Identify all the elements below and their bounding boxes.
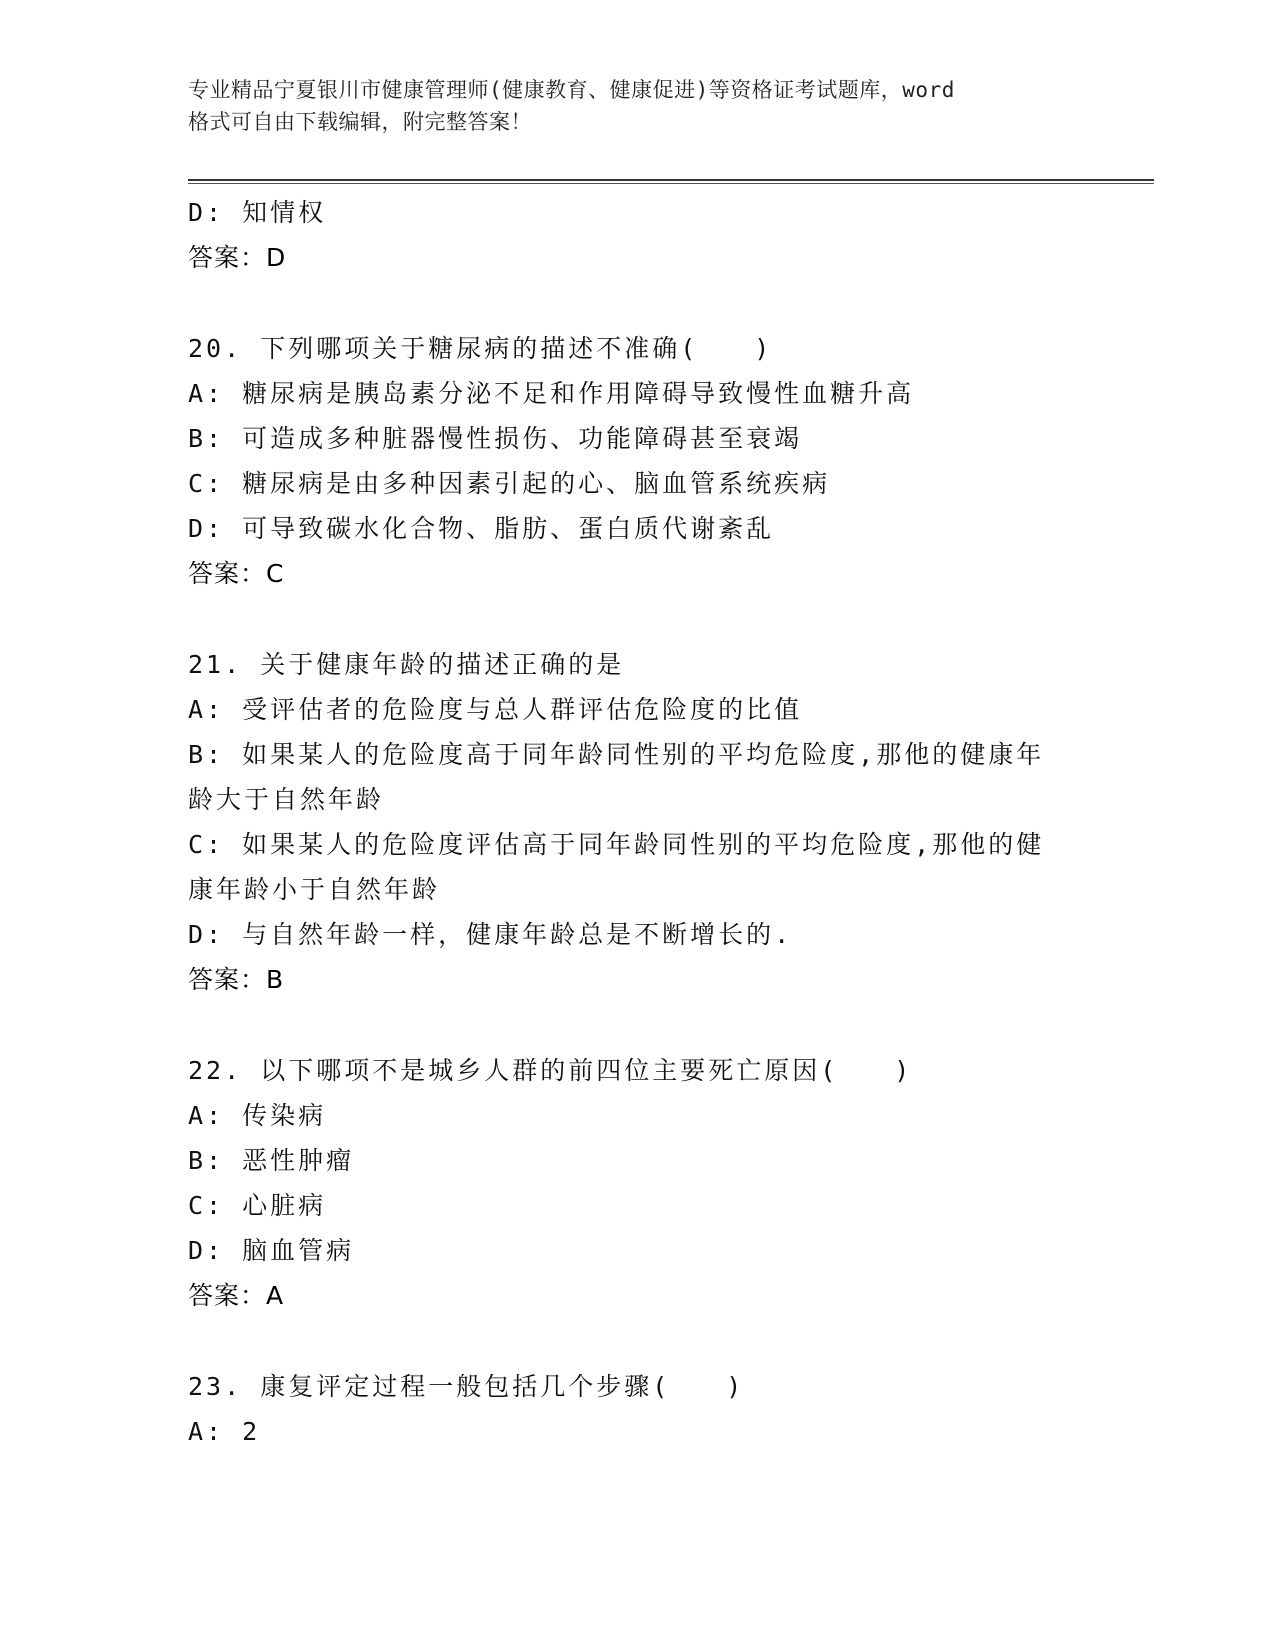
question-list: [188, 190, 1068, 1454]
header-line-1: 专业精品宁夏银川市健康管理师(健康教育、健康促进)等资格证考试题库，word: [188, 78, 955, 102]
q22-option-d: D: 脑血管病: [188, 1236, 355, 1265]
q23-option-a: A: 2: [188, 1417, 261, 1446]
q20-stem: 20. 下列哪项关于糖尿病的描述不准确( ): [188, 334, 773, 363]
q21-answer: 答案：B: [188, 965, 285, 994]
q22-option-c: C: 心脏病: [188, 1191, 327, 1220]
q22-option-b: B: 恶性肿瘤: [188, 1146, 355, 1175]
q21-option-b: B: 如果某人的危险度高于同年龄同性别的平均危险度,那他的健康年: [188, 740, 1045, 769]
q22-answer: 答案：A: [188, 1281, 285, 1310]
q20-option-b: B: 可造成多种脏器慢性损伤、功能障碍甚至衰竭: [188, 424, 803, 453]
header-line-2: 格式可自由下载编辑，附完整答案！: [188, 110, 532, 134]
q21-option-c-cont: 康年龄小于自然年龄: [188, 875, 441, 904]
q21-option-a: A: 受评估者的危险度与总人群评估危险度的比值: [188, 695, 803, 724]
q21-option-d: D: 与自然年龄一样，健康年龄总是不断增长的.: [188, 920, 793, 949]
q23-stem: 23. 康复评定过程一般包括几个步骤( ): [188, 1372, 745, 1401]
document-header: [188, 74, 1088, 138]
q22-stem: 22. 以下哪项不是城乡人群的前四位主要死亡原因( ): [188, 1056, 913, 1085]
q20-option-d: D: 可导致碳水化合物、脂肪、蛋白质代谢紊乱: [188, 514, 775, 543]
q20-option-a: A: 糖尿病是胰岛素分泌不足和作用障碍导致慢性血糖升高: [188, 379, 915, 408]
prev-answer: 答案：D: [188, 243, 287, 272]
q21-stem: 21. 关于健康年龄的描述正确的是: [188, 650, 625, 679]
q21-option-b-cont: 龄大于自然年龄: [188, 785, 385, 814]
header-divider: [188, 179, 1154, 181]
q22-option-a: A: 传染病: [188, 1101, 327, 1130]
header-divider-thin: [188, 183, 1154, 184]
prev-option-d: D: 知情权: [188, 198, 327, 227]
q20-option-c: C: 糖尿病是由多种因素引起的心、脑血管系统疾病: [188, 469, 831, 498]
q21-option-c: C: 如果某人的危险度评估高于同年龄同性别的平均危险度,那他的健: [188, 830, 1045, 859]
q20-answer: 答案：C: [188, 559, 285, 588]
